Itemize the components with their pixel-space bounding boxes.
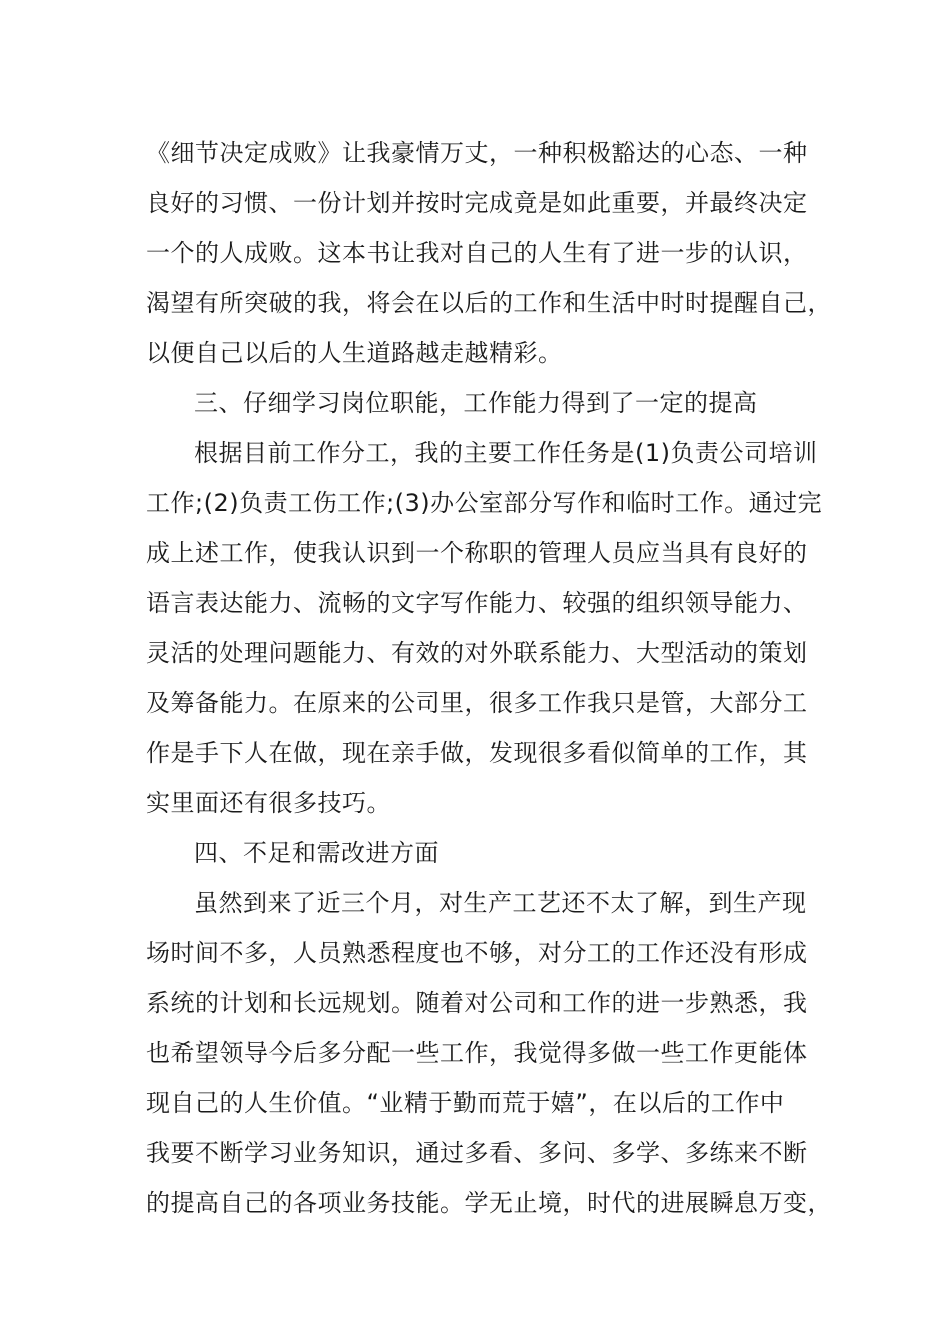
text-line-14: 实里面还有很多技巧。 [146,789,391,817]
section-heading-4: 四、不足和需改进方面 [194,839,439,867]
paragraph-start-line: 根据目前工作分工，我的主要工作任务是(1)负责公司培训 [194,439,818,467]
text-line-21: 我要不断学习业务知识，通过多看、多问、多学、多练来不断 [146,1139,808,1167]
text-line-20: 现自己的人生价值。“业精于勤而荒于嬉”，在以后的工作中 [146,1089,785,1117]
text-line-8: 工作;(2)负责工伤工作;(3)办公室部分写作和临时工作。通过完 [146,489,823,517]
paragraph-start-line: 虽然到来了近三个月，对生产工艺还不太了解，到生产现 [194,889,807,917]
section-heading-3: 三、仔细学习岗位职能，工作能力得到了一定的提高 [194,389,758,417]
text-line-19: 也希望领导今后多分配一些工作，我觉得多做一些工作更能体 [146,1039,808,1067]
text-line-17: 场时间不多，人员熟悉程度也不够，对分工的工作还没有形成 [146,939,808,967]
text-line-9: 成上述工作，使我认识到一个称职的管理人员应当具有良好的 [146,539,808,567]
text-line-2: 良好的习惯、一份计划并按时完成竟是如此重要，并最终决定 [146,189,808,217]
text-line-1: 《细节决定成败》让我豪情万丈，一种积极豁达的心态、一种 [146,139,808,167]
text-line-18: 系统的计划和长远规划。随着对公司和工作的进一步熟悉，我 [146,989,808,1017]
text-line-4: 渴望有所突破的我，将会在以后的工作和生活中时时提醒自己， [146,289,832,317]
text-line-3: 一个的人成败。这本书让我对自己的人生有了进一步的认识， [146,239,808,267]
text-line-12: 及筹备能力。在原来的公司里，很多工作我只是管，大部分工 [146,689,808,717]
text-line-5: 以便自己以后的人生道路越走越精彩。 [146,339,563,367]
text-line-13: 作是手下人在做，现在亲手做，发现很多看似简单的工作，其 [146,739,808,767]
text-line-22: 的提高自己的各项业务技能。学无止境，时代的进展瞬息万变， [146,1189,832,1217]
text-line-10: 语言表达能力、流畅的文字写作能力、较强的组织领导能力、 [146,589,808,617]
document-body [146,128,836,1228]
text-line-11: 灵活的处理问题能力、有效的对外联系能力、大型活动的策划 [146,639,808,667]
